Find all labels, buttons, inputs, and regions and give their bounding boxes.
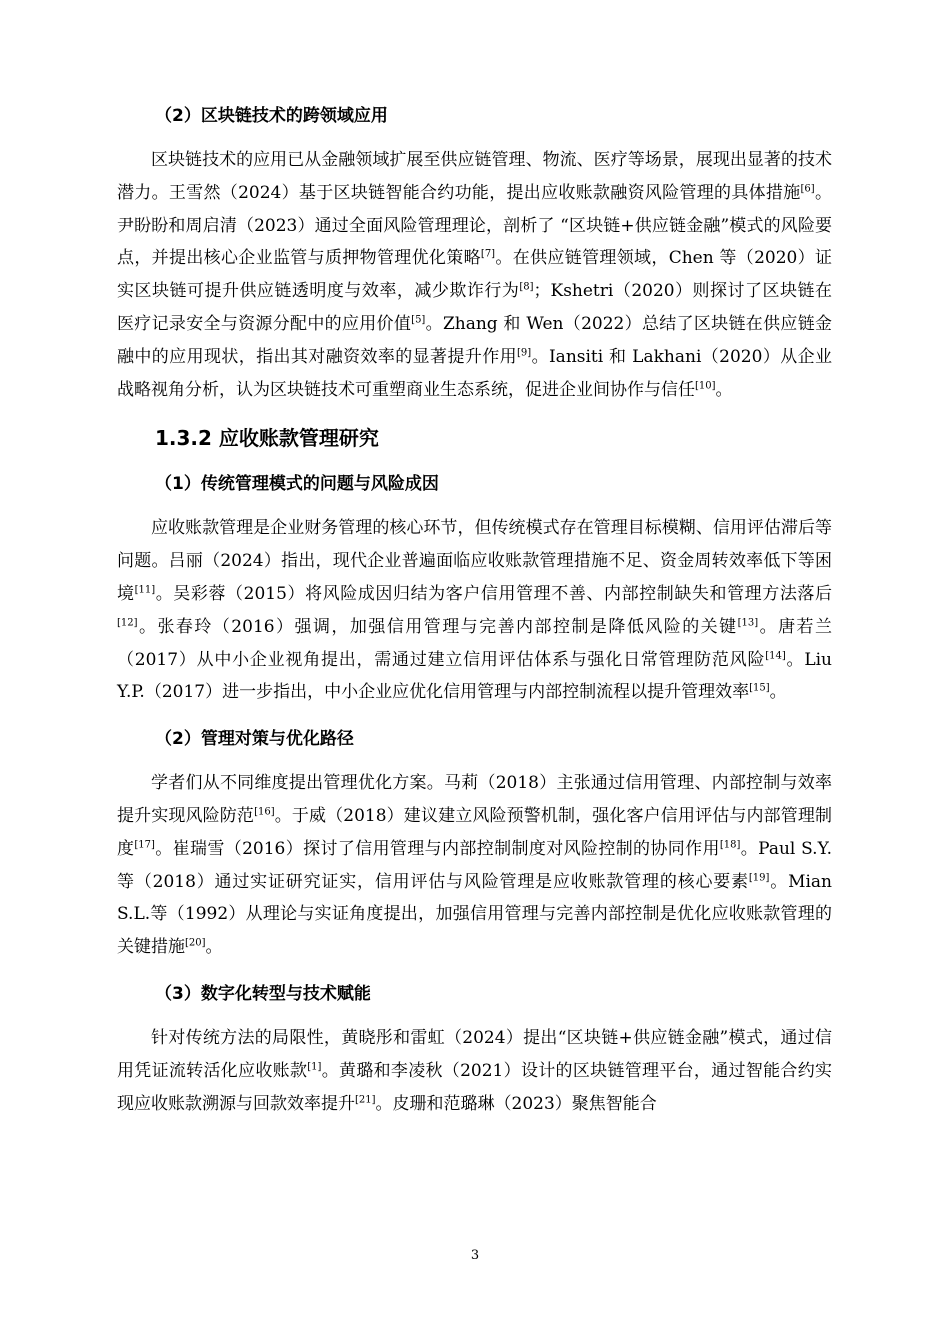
citation-marker: [18] [719,839,741,851]
text-run: 。Iansiti 和 Lakhani（2020）从企业战略视角分析，认为区块链技术可重塑商业生态系统，促进企业间协作与信任 [117,346,832,400]
citation-marker: [16] [254,806,275,818]
citation-marker: [20] [185,937,206,949]
heading-blockchain-cross-domain: （2）区块链技术的跨领域应用 [155,106,388,126]
text-run: 学者们从不同维度提出管理优化方案。马莉（2018）主张通过信用管理、内部控制与效率提升实现风险防范 [117,773,832,826]
text-run: 。在供应链管理领域，Chen 等（2020）证实区块链可提升供应链透明度与效率，减少欺诈行为 [117,248,832,302]
paragraph-blockchain-applications [117,144,832,406]
citation-marker: [21] [355,1093,376,1105]
citation-marker: [13] [737,617,759,629]
citation-marker: [9] [517,347,532,359]
text-run: 针对传统方法的局限性，黄晓彤和雷虹（2024）提出“区块链+供应链金融”模式，通过信用凭证流转活化应收账款 [117,1027,832,1081]
text-run: 。吴彩蓉（2015）将风险成因归结为客户信用管理不善、内部控制缺失和管理方法落后 [155,583,833,604]
citation-marker: [19] [748,871,770,883]
heading-traditional-problems: （1）传统管理模式的问题与风险成因 [155,474,439,495]
text-run: 。Zhang 和 Wen（2022）总结了区块链在供应链金融中的应用现状，指出其对融资效率的显著提升作用 [117,313,833,367]
citation-marker: [7] [480,248,496,260]
paragraph-digital-transformation [117,1022,832,1120]
page-number: 3 [470,1248,480,1263]
citation-marker: [10] [695,379,716,391]
citation-marker: [17] [134,839,155,851]
text-run: 。 [205,937,223,958]
text-run: 。 [769,682,787,703]
text-run: 。于威（2018）建议建立风险预警机制，强化客户信用评估与内部管理制度 [117,805,833,859]
text-run: 应收账款管理是企业财务管理的核心环节，但传统模式存在管理目标模糊、信用评估滞后等问题。吕丽（2024）指出，现代企业普遍面临应收账款管理措施不足、资金周转效率低下等困境 [117,518,832,604]
heading-1-3-2: 1.3.2 应收账款管理研究 [155,426,379,451]
paragraph-countermeasures [117,767,832,964]
heading-digital-transformation: （3）数字化转型与技术赋能 [155,983,371,1004]
text-run: 。皮珊和范璐琳（2023）聚焦智能合 [375,1093,657,1114]
page-body [117,98,832,1132]
citation-marker: [11] [134,584,156,596]
text-run: 。崔瑞雪（2016）探讨了信用管理与内部控制制度对风险控制的协同作用 [154,838,720,859]
text-run: 。 [715,379,733,400]
citation-marker: [15] [749,682,770,694]
text-run: 。Paul S.Y.等（2018）通过实证研究证实，信用评估与风险管理是应收账款管理的核心要素 [117,838,833,892]
text-run: 。Liu Y.P.（2017）进一步指出，中小企业应优化信用管理与内部控制流程以提升管理效率 [117,649,832,703]
text-run: 。Mian S.L.等（1992）从理论与实证角度提出，加强信用管理与完善内部控制是优化应收账款管理的关键措施 [117,871,832,958]
text-run: 区块链技术的应用已从金融领域扩展至供应链管理、物流、医疗等场景，展现出显著的技术潜力。王雪然（2024）基于区块链智能合约功能，提出应收账款融资风险管理的具体措施 [117,150,832,203]
citation-marker: [8] [519,281,534,293]
citation-marker: [1] [307,1061,322,1073]
citation-marker: [5] [411,314,426,326]
text-run: 。唐若兰（2017）从中小企业视角提出，需通过建立信用评估体系与强化日常管理防范风险 [117,616,833,670]
citation-marker: [14] [765,649,786,661]
paragraph-traditional-problems [117,512,832,709]
text-run: 。张春玲（2016）强调，加强信用管理与完善内部控制是降低风险的关键 [137,616,738,637]
heading-countermeasures: （2）管理对策与优化路径 [155,729,354,750]
text-run: ；Kshetri（2020）则探讨了区块链在医疗记录安全与资源分配中的应用价值 [117,281,833,334]
text-run: 。黄璐和李凌秋（2021）设计的区块链管理平台，通过智能合约实现应收账款溯源与回款效率提升 [117,1060,833,1114]
text-run: 。尹盼盼和周启清（2023）通过全面风险管理理论，剖析了 “区块链+供应链金融”模式的风险要点，并提出核心企业监管与质押物管理优化策略 [117,182,832,269]
citation-marker: [12] [117,617,138,629]
citation-marker: [6] [800,183,815,195]
